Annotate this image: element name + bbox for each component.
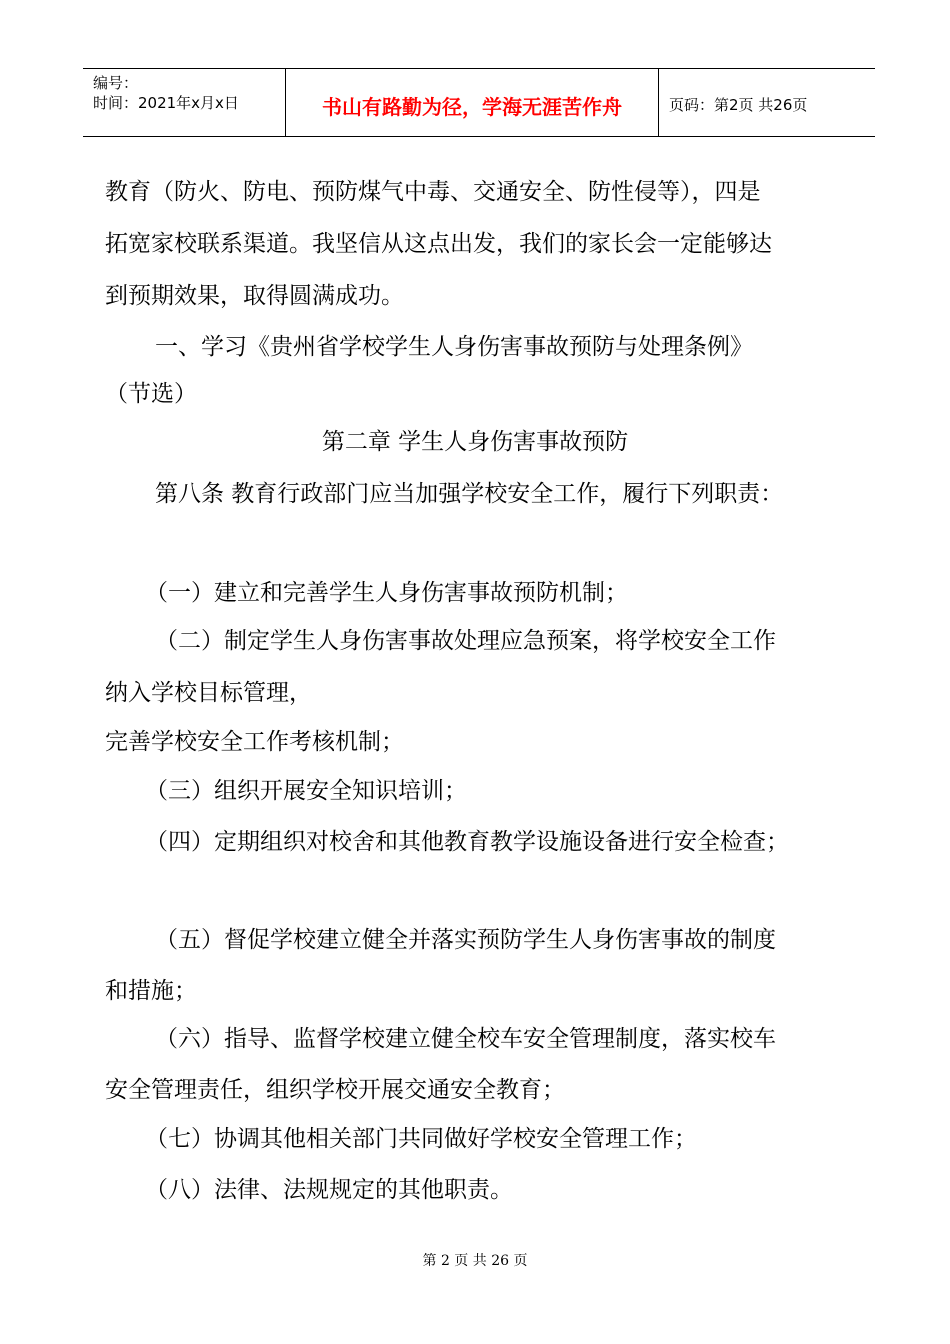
chapter-title: 第二章 学生人身伤害事故预防: [321, 429, 629, 455]
list-item: （五）督促学校建立健全并落实预防学生人身伤害事故的制度: [155, 927, 776, 953]
list-item: （四）定期组织对校舍和其他教育教学设施设备进行安全检查；: [145, 829, 789, 855]
document-header: [83, 68, 875, 137]
list-item: （八）法律、法规规定的其他职责。: [145, 1177, 513, 1203]
list-item-continued: 纳入学校目标管理，: [105, 680, 312, 706]
paragraph-line: 到预期效果，取得圆满成功。: [105, 283, 404, 309]
section-heading-note: （节选）: [105, 381, 197, 407]
list-item-continued: 完善学校安全工作考核机制；: [105, 729, 404, 755]
header-meta-cell: [83, 69, 286, 136]
section-heading: 一、学习《贵州省学校学生人身伤害事故预防与处理条例》: [155, 334, 753, 360]
list-item: （三）组织开展安全知识培训；: [145, 778, 467, 804]
list-item: （七）协调其他相关部门共同做好学校安全管理工作；: [145, 1126, 697, 1152]
header-page-info: 页码：第2页 共26页: [669, 96, 808, 114]
article-heading: 第八条 教育行政部门应当加强学校安全工作，履行下列职责：: [155, 481, 784, 507]
list-item: （一）建立和完善学生人身伤害事故预防机制；: [145, 580, 628, 606]
header-motto-cell: [286, 69, 659, 136]
number-label: 编号：: [93, 74, 139, 92]
paragraph-line: 拓宽家校联系渠道。我坚信从这点出发，我们的家长会一定能够达: [105, 231, 772, 257]
motto: 书山有路勤为径，学海无涯苦作舟: [322, 95, 622, 119]
paragraph-line: 教育（防火、防电、预防煤气中毒、交通安全、防性侵等），四是: [105, 179, 761, 205]
list-item-continued: 和措施；: [105, 978, 197, 1004]
list-item-continued: 安全管理责任，组织学校开展交通安全教育；: [105, 1077, 565, 1103]
header-page-cell: [659, 69, 875, 136]
time-label: 时间：2021年x月x日: [93, 94, 239, 112]
footer-page-number: 第 2 页 共 26 页: [422, 1253, 528, 1269]
list-item: （二）制定学生人身伤害事故处理应急预案，将学校安全工作: [155, 628, 776, 654]
list-item: （六）指导、监督学校建立健全校车安全管理制度，落实校车: [155, 1026, 776, 1052]
